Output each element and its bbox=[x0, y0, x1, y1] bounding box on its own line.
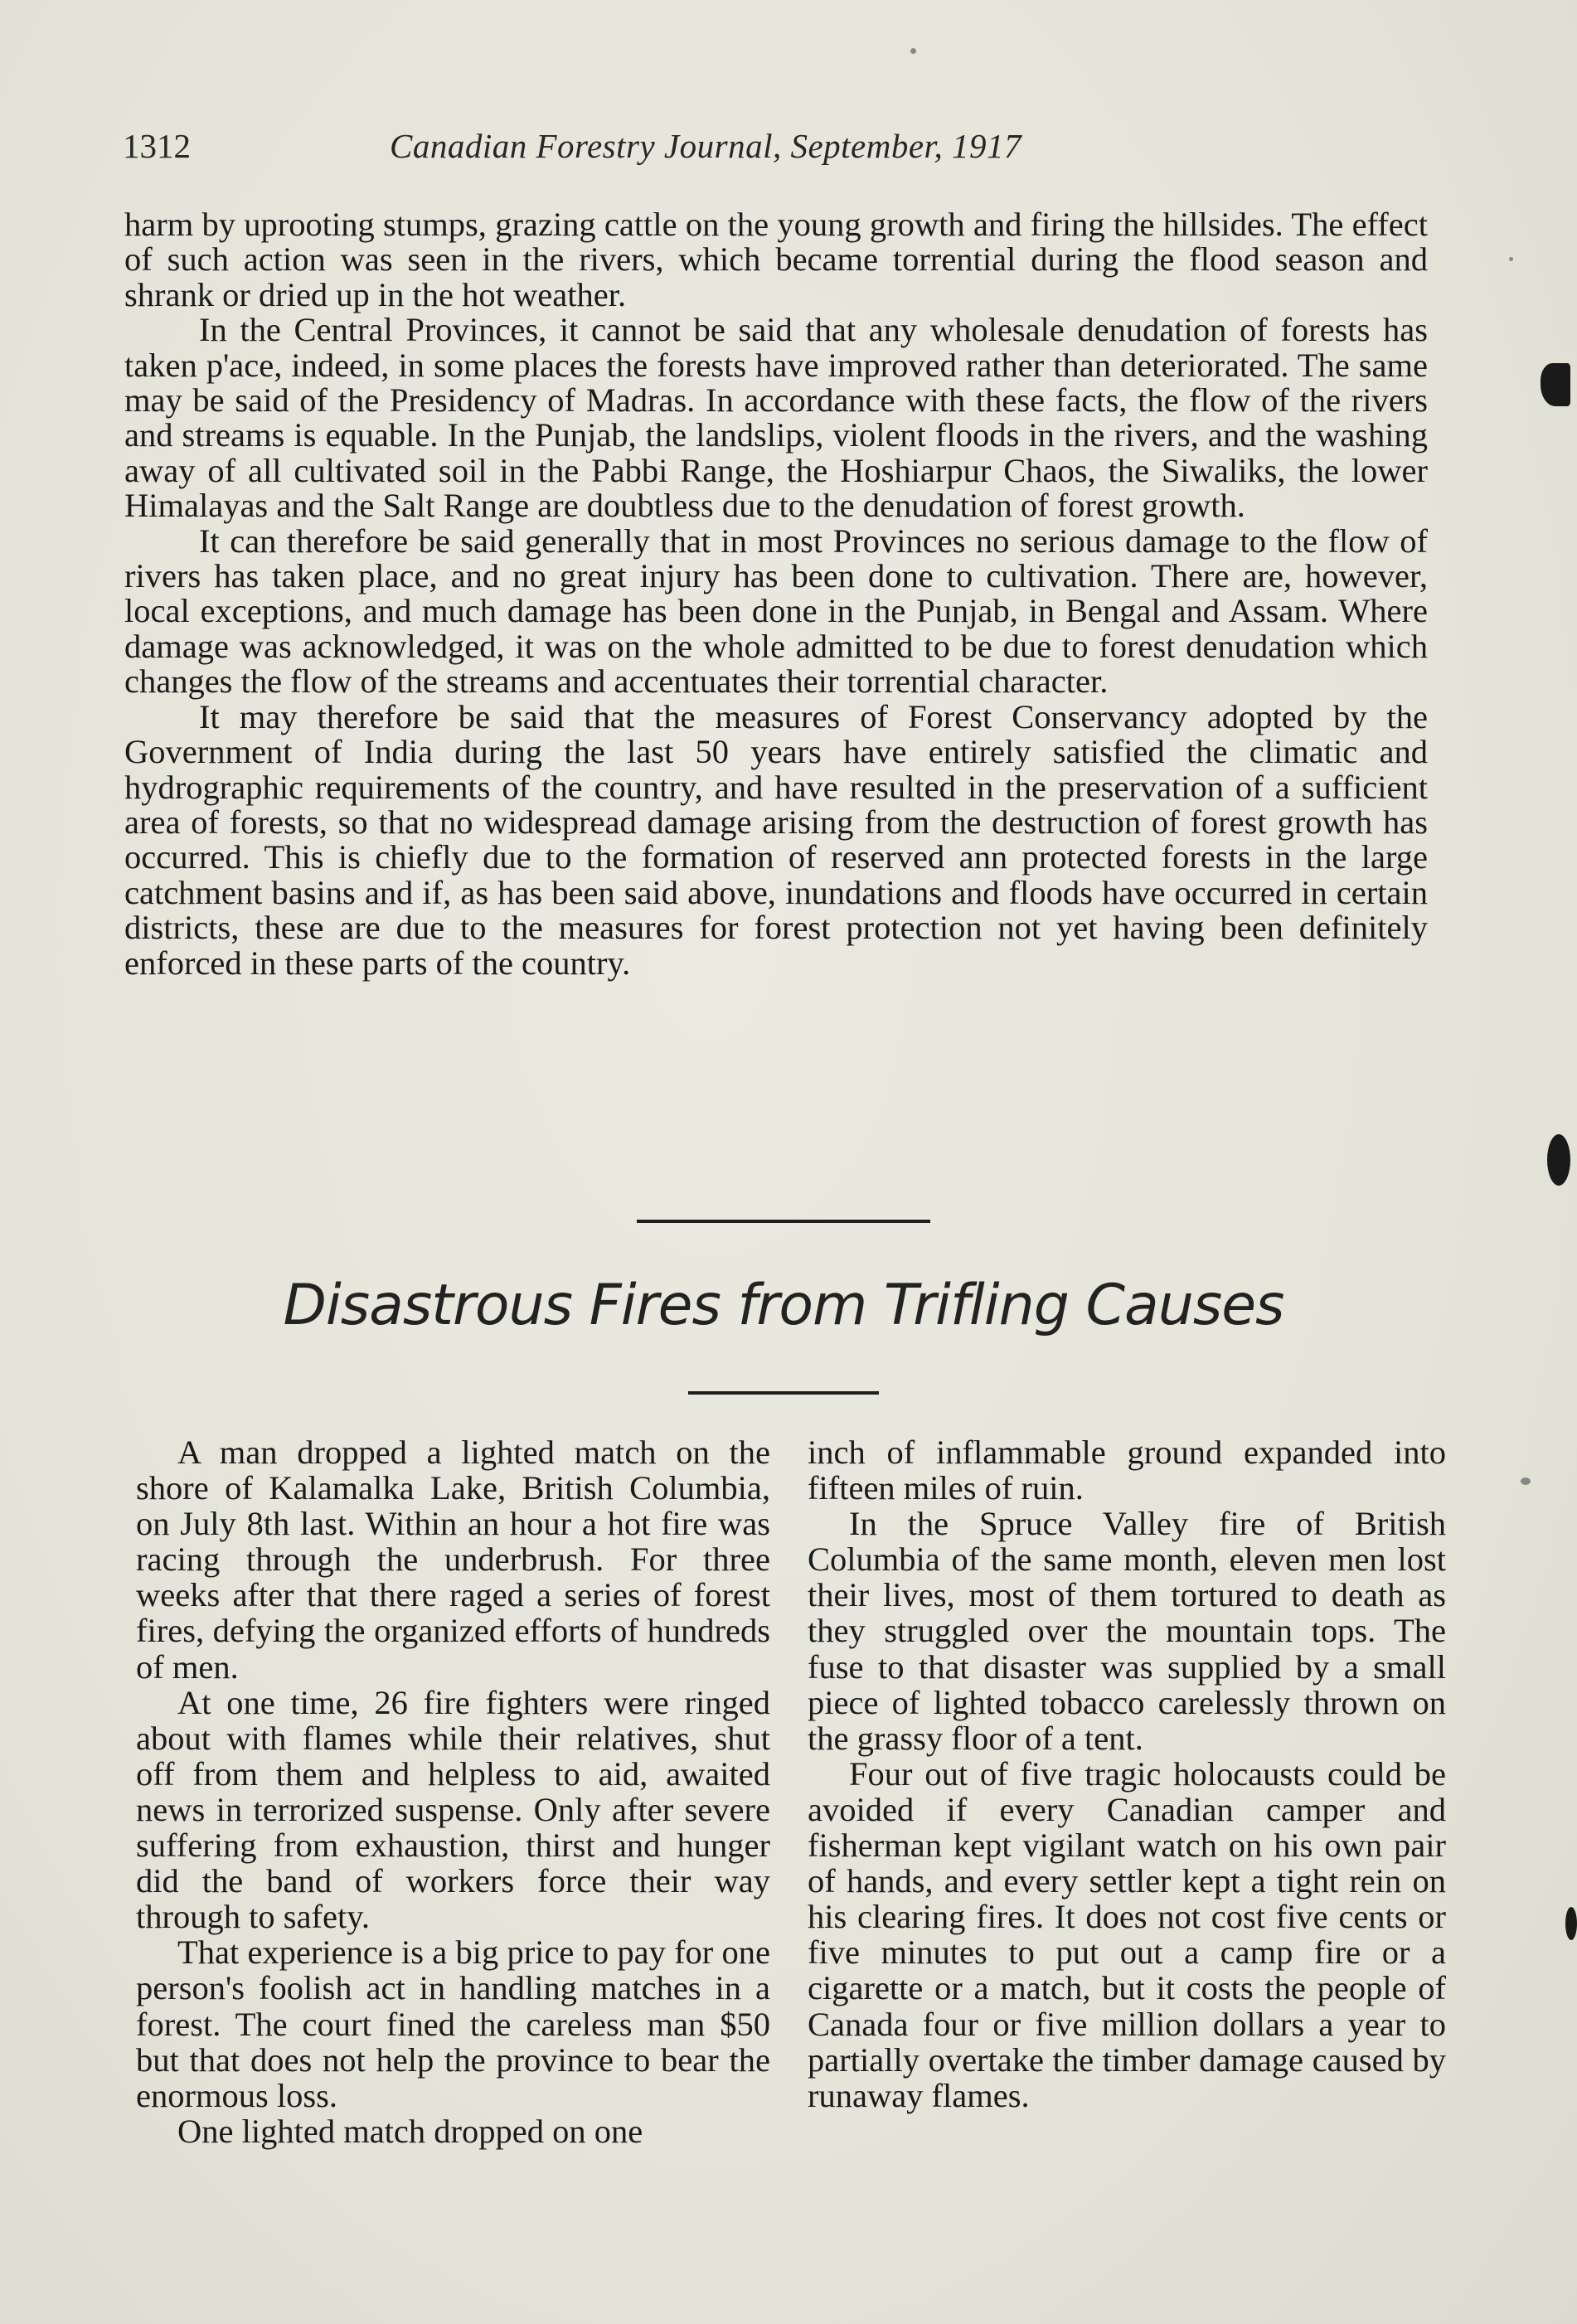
paragraph: It can therefore be said generally that in most Provinces no serious damage to the flow of rivers has taken place, and no great injury has been done to cultivation. There are, however, local exceptions, and much damage has been done in the Punjab, in Bengal and Assam. Where damage was acknowledged, it was on the whole admitted to be due to forest denudation which changes the flow of the streams and accentuates their torrential character. bbox=[124, 522, 1428, 701]
paragraph: A man dropped a lighted match on the shore of Kalamalka Lake, British Columbia, on July 8th last. Within an hour a hot fire was racing through the underbrush. For three weeks after that there raged a series of forest fires, defying the organized efforts of hundreds of men. bbox=[136, 1434, 770, 1686]
paragraph: harm by uprooting stumps, grazing cattle on the young growth and firing the hillsides. The effect of such action was seen in the rivers, which became torrential during the flood season and shrank or dried up in the hot weather. bbox=[124, 206, 1428, 313]
paragraph: It may therefore be said that the measures of Forest Conservancy adopted by the Government of India during the last 50 years have entirely satisfied the climatic and hydrographic requirements of the country, and have resulted in the preservation of a sufficient area of forests, so that no widespread damage arising from the destruction of forest growth has occurred. This is chiefly due to the formation of reserved ann protected forests in the large catchment basins and if, as has been said above, inundations and floods have occurred in certain districts, these are due to the measures for forest protection not yet having been definitely enforced in these parts of the country. bbox=[124, 697, 1428, 982]
paragraph: Four out of five tragic holocausts could be avoided if every Canadian camper and fisherman kept vigilant watch on his own pair of hands, and every settler kept a tight rein on his clearing fires. It does not cost five cents or five minutes to put out a camp fire or a cigarette or a match, but it costs the people of Canada four or five million dollars a year to partially overtake the timber damage caused by runaway flames. bbox=[808, 1754, 1446, 2114]
page-number: 1312 bbox=[123, 127, 191, 165]
paragraph: inch of inflammable ground expanded into fifteen miles of ruin. bbox=[808, 1434, 1446, 1507]
page-header bbox=[123, 126, 1151, 167]
paragraph: That experience is a big price to pay for one person's foolish act in handling matches in a forest. The court fined the careless man $50 but that does not help the province to bear the enormous loss. bbox=[136, 1933, 770, 2114]
paragraph: In the Central Provinces, it cannot be said that any wholesale denudation of forests has taken p'ace, indeed, in some places the forests have improved rather than deteriorated. The same may be said of the Presidency of Madras. In accordance with these facts, the flow of the rivers and streams is equable. In the Punjab, the landslips, violent floods in the rivers, and the washing away of all cultivated soil in the Pabbi Range, the Hoshiarpur Chaos, the Siwaliks, the lower Himalayas and the Salt Range are doubtless due to the denudation of forest growth. bbox=[124, 311, 1428, 525]
paper-speck bbox=[1509, 257, 1513, 261]
article-title: Disastrous Fires from Trifling Causes bbox=[283, 1273, 1284, 1338]
article-left-column bbox=[136, 1434, 770, 2149]
paragraph: At one time, 26 fire fighters were ringed about with flames while their relatives, shut off from them and helpless to aid, awaited news in terrorized suspense. Only after severe suffering from exhaustion, thirst and hunger did the band of workers force their way through to safety. bbox=[136, 1683, 770, 1936]
paragraph: One lighted match dropped on one bbox=[177, 2112, 643, 2150]
section-divider bbox=[637, 1220, 930, 1223]
paragraph: In the Spruce Valley fire of British Columbia of the same month, eleven men lost their lives, most of them tortured to death as they struggled over the mountain tops. The fuse to that disaster was supplied by a small piece of lighted tobacco carelessly thrown on the grassy floor of a tent. bbox=[808, 1505, 1446, 1757]
article-right-column bbox=[808, 1434, 1446, 2113]
journal-title: Canadian Forestry Journal, September, 1917 bbox=[390, 127, 1021, 165]
continued-article-text bbox=[124, 207, 1428, 981]
paper-speck bbox=[910, 48, 916, 54]
title-underline bbox=[688, 1391, 879, 1395]
ink-blot bbox=[1565, 1907, 1577, 1940]
paper-speck bbox=[1521, 1477, 1531, 1485]
ink-blot bbox=[1541, 363, 1570, 406]
ink-blot bbox=[1547, 1134, 1570, 1186]
